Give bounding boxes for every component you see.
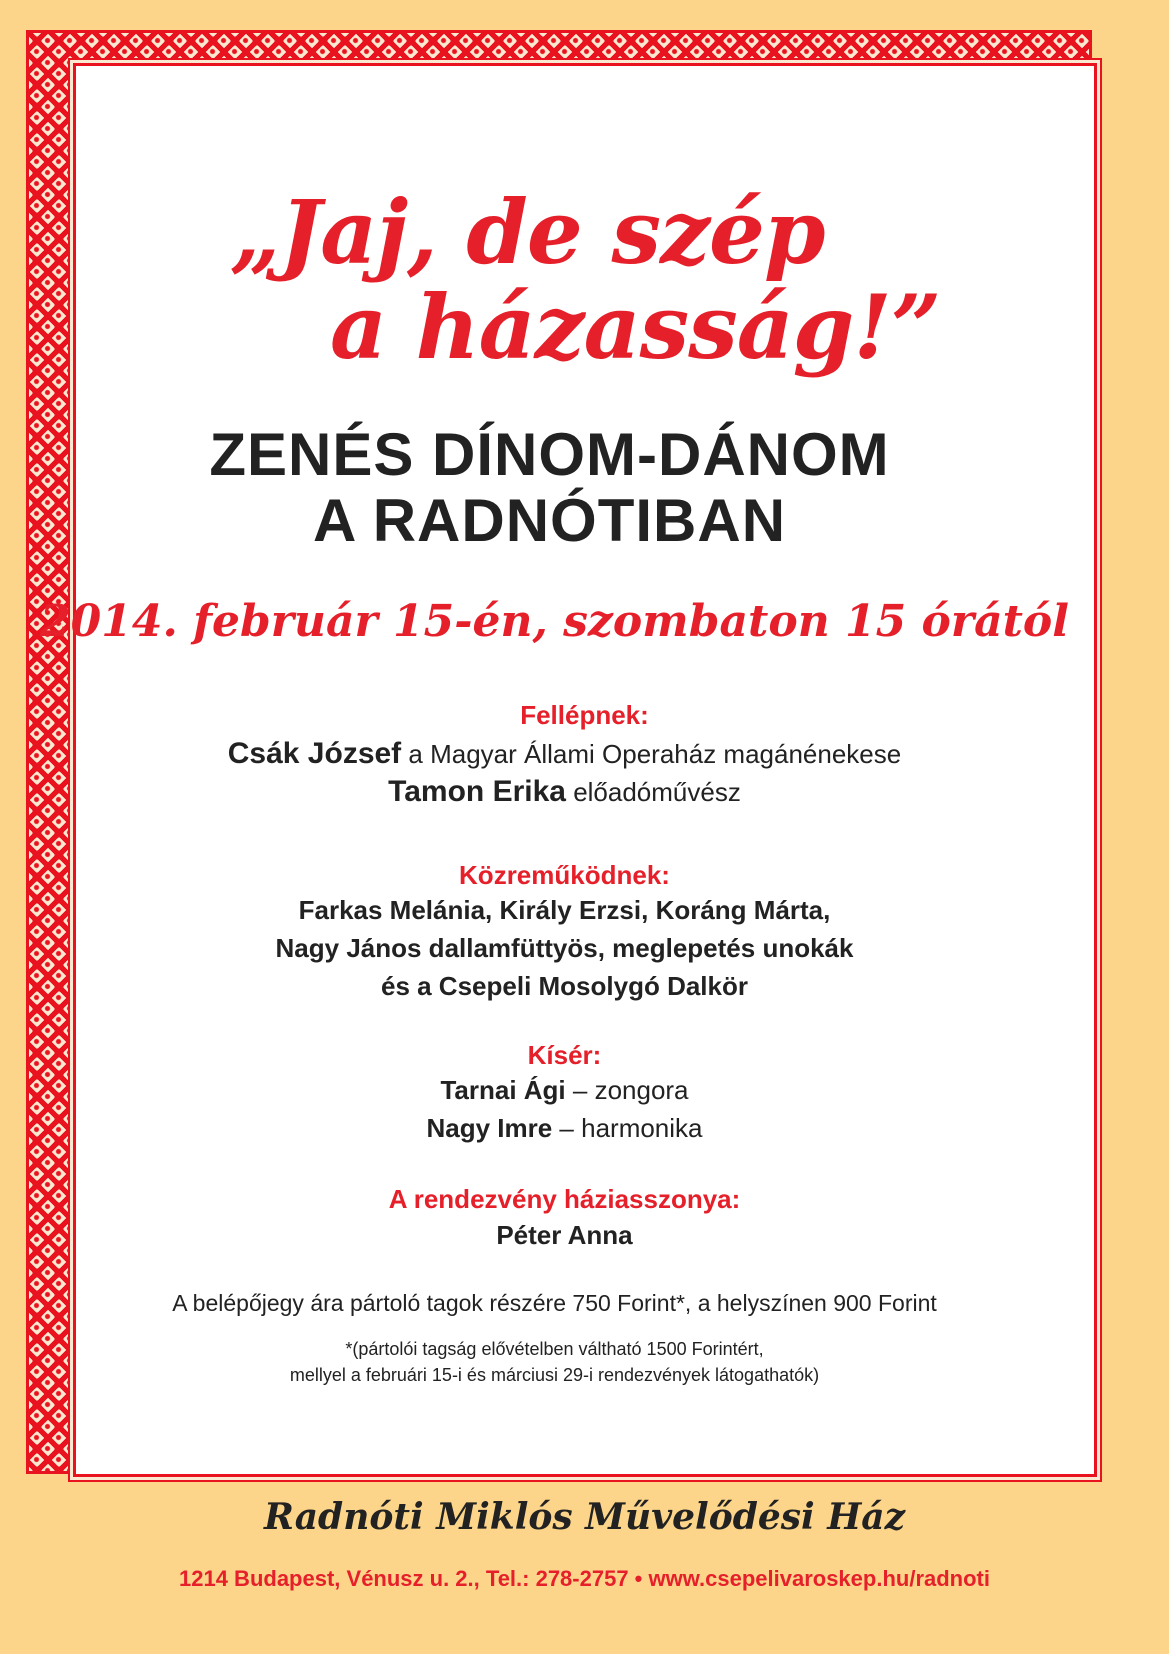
contributor-line: Farkas Melánia, Király Erzsi, Koráng Márta,	[298, 895, 831, 925]
accompanist-name: Nagy Imre	[426, 1113, 553, 1143]
ticket-price: A belépőjegy ára pártoló tagok részére 750 Forint*, a helyszínen 900 Forint	[172, 1290, 937, 1316]
poster-title-line1: „Jaj, de szép	[230, 180, 825, 284]
performer-desc: a Magyar Állami Operaház magánénekese	[401, 739, 902, 769]
event-heading-line1: ZENÉS DÍNOM-DÁNOM	[209, 421, 890, 488]
poster-title-line2: a házasság!”	[330, 275, 941, 379]
contributors-label: Közreműködnek:	[459, 860, 670, 890]
hostess-name: Péter Anna	[496, 1220, 633, 1250]
note-line: mellyel a februári 15-i és márciusi 29-i rendezvények látogathatók)	[289, 1365, 820, 1385]
accompany-row	[0, 1071, 1169, 1109]
accompany-label: Kísér:	[527, 1040, 602, 1070]
performer-name: Csák József	[227, 737, 402, 770]
hostess-label: A rendezvény háziasszonya:	[388, 1184, 741, 1214]
performer-row	[0, 775, 1169, 809]
note-line: *(pártolói tagság elővételben váltható 1500 Forintért,	[345, 1339, 764, 1359]
event-heading-line2: A RADNÓTIBAN	[312, 487, 787, 554]
accompany-row	[0, 1109, 1169, 1147]
hostess-section	[0, 1184, 1169, 1255]
contributor-line: és a Csepeli Mosolygó Dalkör	[380, 971, 748, 1001]
performers-label: Fellépnek:	[520, 700, 649, 730]
performer-desc: előadóművész	[565, 777, 741, 807]
accompanist-name: Tarnai Ági	[440, 1075, 566, 1105]
accompanist-instrument: – zongora	[565, 1075, 689, 1105]
accompanist-instrument: – harmonika	[552, 1113, 703, 1143]
contributor-line: Nagy János dallamfüttyös, meglepetés unokák	[275, 933, 854, 963]
performer-row	[0, 737, 1169, 771]
accompany-section	[0, 1040, 1169, 1147]
performers-section	[0, 700, 1169, 809]
event-date: 2014. február 15-én, szombaton 15 órától	[40, 596, 1069, 647]
venue-name: Radnóti Miklós Művelődési Ház	[263, 1496, 906, 1538]
contributors-section	[0, 860, 1169, 1005]
venue-address: 1214 Budapest, Vénusz u. 2., Tel.: 278-2757 • www.csepelivaroskep.hu/radnoti	[179, 1566, 990, 1591]
membership-note	[0, 1336, 1139, 1388]
performer-name: Tamon Erika	[388, 775, 566, 808]
